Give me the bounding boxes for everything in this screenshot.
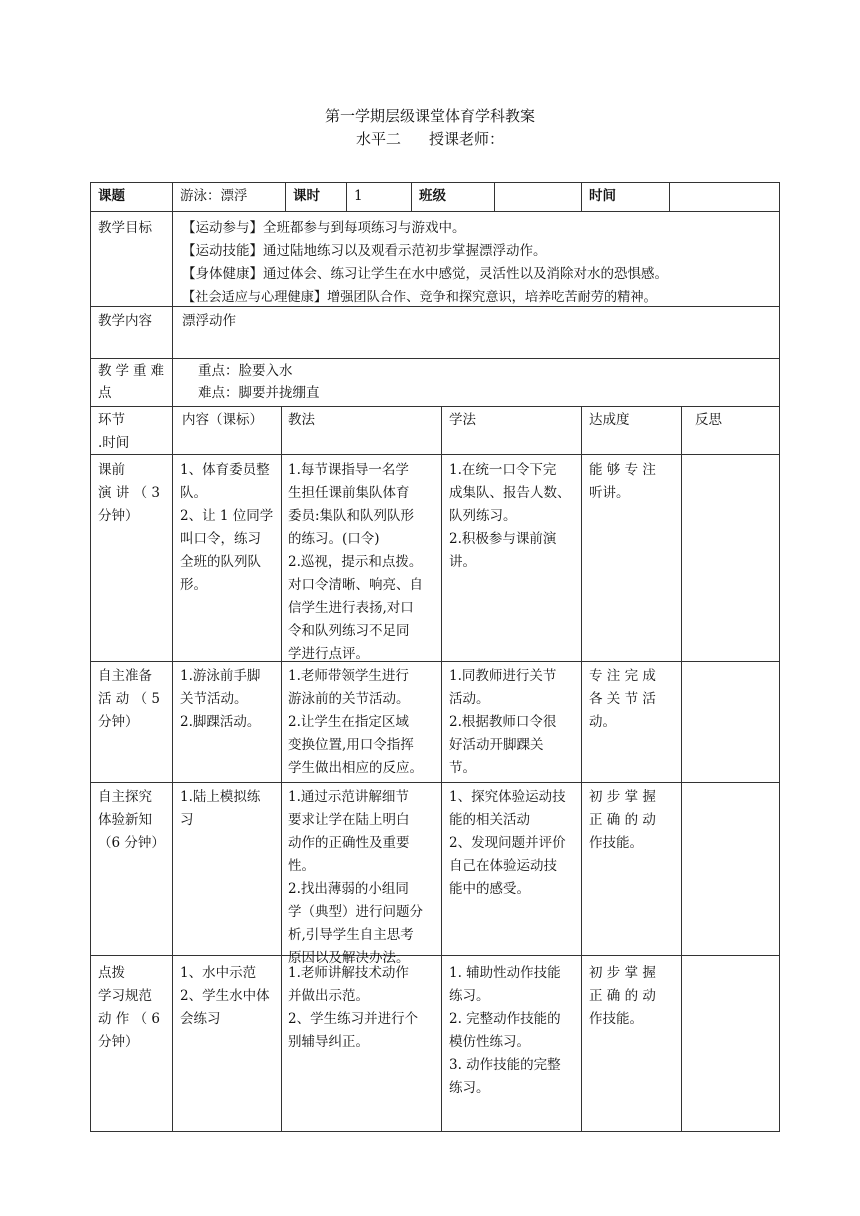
row-achievement <box>589 786 656 855</box>
key-points-label-cont: 点 <box>98 385 112 401</box>
focus-point: 重点：脸要入水 <box>198 363 293 379</box>
cell-line: 活 动 （ 5 <box>98 691 160 707</box>
subtitle-line <box>0 129 860 149</box>
row-content <box>180 459 273 597</box>
content-label: 教学内容 <box>98 313 152 329</box>
row-stage <box>98 786 165 855</box>
col-header-teaching: 教法 <box>288 412 315 428</box>
cell-line: 能 够 专 注 <box>589 462 656 478</box>
cell-line: 初 步 掌 握 <box>589 965 656 981</box>
cell-line: 课前 <box>98 462 125 478</box>
cell-line: 练习。 <box>449 988 490 1004</box>
page-title: 第一学期层级课堂体育学科教案 <box>324 107 535 125</box>
cell-line: 专 注 完 成 <box>589 668 656 684</box>
cell-line: 对口令清晰、响亮、自 <box>288 577 423 593</box>
cell-line: 练习。 <box>449 1080 490 1096</box>
cell-line: 1.陆上模拟练 <box>180 789 261 805</box>
row-achievement <box>589 459 656 505</box>
cell-line: 1、水中示范 <box>180 965 257 981</box>
cell-line: 2.脚踝活动。 <box>180 714 261 730</box>
cell-line: 1.游泳前手脚 <box>180 668 261 684</box>
col-header-reflection: 反思 <box>695 412 722 428</box>
cell-line: 演 讲 （ 3 <box>98 485 160 501</box>
cell-line: 全班的队列队 <box>180 554 261 570</box>
cell-line: 动 作 （ 6 <box>98 1011 160 1027</box>
cell-line: 自主探究 <box>98 789 152 805</box>
cell-line: 活动。 <box>449 691 490 707</box>
cell-line: 分钟） <box>98 1034 139 1050</box>
cell-line: 1.老师带领学生进行 <box>288 668 409 684</box>
row-learning <box>449 786 566 901</box>
cell-line: 生担任课前集队体育 <box>288 485 410 501</box>
row-teaching <box>288 962 418 1054</box>
cell-line: 动。 <box>589 714 616 730</box>
cell-line: 习 <box>180 812 194 828</box>
hours-value: 1 <box>354 188 363 204</box>
cell-line: 的练习。(口令) <box>288 531 380 547</box>
row-stage <box>98 459 160 528</box>
cell-line: 能中的感受。 <box>449 881 530 897</box>
row-stage <box>98 962 160 1054</box>
cell-line: 好活动开脚踝关 <box>449 737 544 753</box>
goals-label: 教学目标 <box>98 220 152 236</box>
cell-line: 2.积极参与课前演 <box>449 531 557 547</box>
cell-line: 节。 <box>449 760 476 776</box>
teacher-label: 授课老师： <box>429 130 505 148</box>
goal-item: 【身体健康】通过体会、练习让学生在水中感觉，灵活性以及消除对水的恐惧感。 <box>182 266 668 282</box>
cell-line: 2. 完整动作技能的 <box>449 1011 561 1027</box>
row-teaching <box>288 665 423 780</box>
row-learning <box>449 962 561 1100</box>
hours-label: 课时 <box>293 188 320 204</box>
cell-line: 动作的正确性及重要 <box>288 835 410 851</box>
cell-line: 形。 <box>180 577 207 593</box>
cell-line: 1.老师讲解技术动作 <box>288 965 409 981</box>
row-content <box>180 665 260 734</box>
cell-line: 叫口令，练习 <box>180 531 261 547</box>
cell-line: 分钟） <box>98 508 139 524</box>
time-label: 时间 <box>589 188 616 204</box>
cell-line: 并做出示范。 <box>288 988 369 1004</box>
cell-line: 点拨 <box>98 965 125 981</box>
row-content <box>180 962 270 1031</box>
cell-line: 令和队列练习不足同 <box>288 623 410 639</box>
cell-line: 2、学生练习并进行个 <box>288 1011 419 1027</box>
cell-line: 听讲。 <box>589 485 630 501</box>
content-value: 漂浮动作 <box>182 313 236 329</box>
cell-line: 原因以及解决办法。 <box>288 950 410 966</box>
cell-line: 分钟） <box>98 714 139 730</box>
goal-item: 【运动参与】全班都参与到每项练习与游戏中。 <box>182 220 466 236</box>
cell-line: 1. 辅助性动作技能 <box>449 965 561 981</box>
col-header-learning: 学法 <box>449 412 476 428</box>
row-achievement <box>589 665 656 734</box>
cell-line: 2.巡视，提示和点拨。 <box>288 554 423 570</box>
cell-line: 学生做出相应的反应。 <box>288 760 423 776</box>
cell-line: 各 关 节 活 <box>589 691 656 707</box>
cell-line: 1.在统一口令下完 <box>449 462 557 478</box>
cell-line: 2.让学生在指定区域 <box>288 714 409 730</box>
row-teaching <box>288 786 423 970</box>
cell-line: 队列练习。 <box>449 508 517 524</box>
cell-line: 游泳前的关节活动。 <box>288 691 410 707</box>
cell-line: 正 确 的 动 <box>589 812 656 828</box>
cell-line: 体验新知 <box>98 812 152 828</box>
level-label: 水平二 <box>355 130 401 148</box>
key-points-label: 教学重难 <box>98 363 164 379</box>
topic-value: 游泳：漂浮 <box>180 188 248 204</box>
cell-line: 析,引导学生自主思考 <box>288 927 414 943</box>
cell-line: 2、学生水中体 <box>180 988 270 1004</box>
cell-line: 自己在体验运动技 <box>449 858 557 874</box>
cell-line: 成集队、报告人数、 <box>449 485 571 501</box>
cell-line: 1.同教师进行关节 <box>449 668 557 684</box>
cell-line: 学（典型）进行问题分 <box>288 904 423 920</box>
topic-label: 课题 <box>98 188 125 204</box>
cell-line: 关节活动。 <box>180 691 248 707</box>
col-header-stage: 环节 <box>98 412 125 428</box>
cell-line: 模仿性练习。 <box>449 1034 530 1050</box>
row-teaching <box>288 459 423 666</box>
row-achievement <box>589 962 656 1031</box>
difficulty-point: 难点：脚要并拢绷直 <box>198 385 320 401</box>
row-stage <box>98 665 160 734</box>
col-header-content: 内容（课标） <box>182 412 263 428</box>
goal-item: 【运动技能】通过陆地练习以及观看示范初步掌握漂浮动作。 <box>182 243 547 259</box>
cell-line: 要求让学在陆上明白 <box>288 812 410 828</box>
cell-line: 变换位置,用口令指挥 <box>288 737 414 753</box>
cell-line: 2.根据教师口令很 <box>449 714 557 730</box>
cell-line: 委员:集队和队列队形 <box>288 508 415 524</box>
cell-line: （6 分钟） <box>98 835 165 851</box>
cell-line: 能的相关活动 <box>449 812 530 828</box>
cell-line: 2、发现问题并评价 <box>449 835 566 851</box>
cell-line: 性。 <box>288 858 315 874</box>
col-header-time: .时间 <box>98 435 130 451</box>
row-learning <box>449 459 571 574</box>
cell-line: 作技能。 <box>589 1011 643 1027</box>
cell-line: 1.通过示范讲解细节 <box>288 789 409 805</box>
cell-line: 3. 动作技能的完整 <box>449 1057 561 1073</box>
cell-line: 别辅导纠正。 <box>288 1034 369 1050</box>
cell-line: 信学生进行表扬,对口 <box>288 600 414 616</box>
cell-line: 初 步 掌 握 <box>589 789 656 805</box>
cell-line: 作技能。 <box>589 835 643 851</box>
cell-line: 1.每节课指导一名学 <box>288 462 409 478</box>
cell-line: 2、让 1 位同学 <box>180 508 274 524</box>
row-content <box>180 786 260 832</box>
cell-line: 学进行点评。 <box>288 646 369 662</box>
cell-line: 正 确 的 动 <box>589 988 656 1004</box>
col-header-achievement: 达成度 <box>589 412 630 428</box>
row-learning <box>449 665 556 780</box>
cell-line: 2.找出薄弱的小组同 <box>288 881 409 897</box>
cell-line: 队。 <box>180 485 207 501</box>
cell-line: 1、探究体验运动技 <box>449 789 566 805</box>
cell-line: 学习规范 <box>98 988 152 1004</box>
cell-line: 自主准备 <box>98 668 152 684</box>
cell-line: 会练习 <box>180 1011 221 1027</box>
cell-line: 讲。 <box>449 554 476 570</box>
cell-line: 1、体育委员整 <box>180 462 270 478</box>
goal-item: 【社会适应与心理健康】增强团队合作、竞争和探究意识，培养吃苦耐劳的精神。 <box>182 290 657 305</box>
class-label: 班级 <box>419 188 446 204</box>
